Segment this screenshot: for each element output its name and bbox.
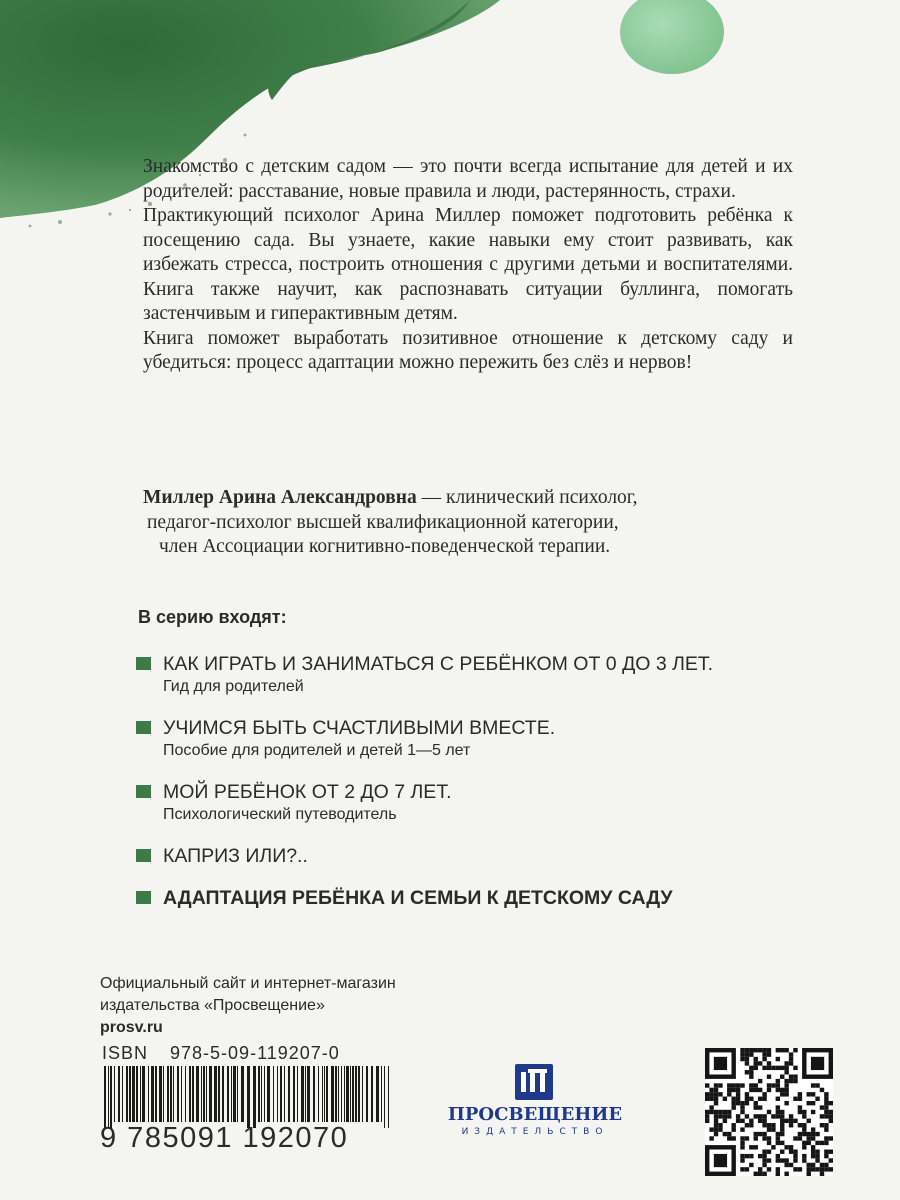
- green-square-bullet-icon: [136, 891, 151, 904]
- series-item-title: АДАПТАЦИЯ РЕБЁНКА И СЕМЬИ К ДЕТСКОМУ САДУ: [163, 887, 673, 909]
- author-line-2: педагог-психолог высшей квалификационной категории,: [147, 511, 619, 533]
- publisher-subtitle: ИЗДАТЕЛЬСТВО: [461, 1127, 609, 1137]
- isbn-label: ISBN: [102, 1043, 149, 1063]
- series-item: [136, 780, 856, 826]
- publisher-logo: [430, 1064, 640, 1144]
- barcode-icon: [102, 1066, 392, 1128]
- series-heading: В серию входят:: [138, 607, 287, 627]
- series-item: [136, 716, 856, 762]
- book-description: [143, 155, 793, 376]
- author-name: Миллер Арина Александровна: [143, 487, 417, 508]
- series-item-subtitle: Гид для родителей: [163, 678, 304, 695]
- green-square-bullet-icon: [136, 721, 151, 734]
- author-bio-text: [143, 486, 793, 560]
- author-line-1: [143, 486, 793, 511]
- author-bio: [143, 486, 793, 560]
- barcode-digits: 9 785091 192070: [100, 1122, 349, 1154]
- series-item-subtitle: Пособие для родителей и детей 1—5 лет: [163, 742, 471, 759]
- series-item-title: УЧИМСЯ БЫТЬ СЧАСТЛИВЫМИ ВМЕСТЕ.: [163, 717, 556, 739]
- site-info-line-2: издательства «Просвещение»: [100, 997, 325, 1014]
- series-item-title: КАК ИГРАТЬ И ЗАНИМАТЬСЯ С РЕБЁНКОМ ОТ 0 ДО 3 ЛЕТ.: [163, 653, 714, 675]
- series-list: [136, 652, 856, 928]
- green-square-bullet-icon: [136, 657, 151, 670]
- site-info-line-1: Официальный сайт и интернет-магазин: [100, 975, 396, 992]
- author-title: — клинический психолог,: [416, 487, 638, 508]
- series-item-subtitle: Психологический путеводитель: [163, 806, 397, 823]
- light-green-circle: [620, 0, 724, 74]
- isbn-number: 978-5-09-119207-0: [170, 1043, 340, 1063]
- series-item-title: КАПРИЗ ИЛИ?..: [163, 845, 308, 867]
- author-line-3: член Ассоциации когнитивно-поведенческой терапии.: [159, 536, 611, 557]
- series-item-current: [136, 886, 856, 910]
- green-square-bullet-icon: [136, 785, 151, 798]
- publisher-logo-icon: [515, 1064, 553, 1100]
- series-item: [136, 652, 856, 698]
- description-paragraph: Знакомство с детским садом — это почти всегда испытание для детей и их родителей: расставание, новые правила и люди, растерянность, страхи.: [143, 156, 793, 202]
- site-url-link[interactable]: prosv.ru: [100, 1019, 163, 1036]
- description-paragraph: Книга поможет выработать позитивное отношение к детскому саду и убедиться: процесс адаптации можно пережить без слёз и нервов!: [143, 327, 793, 373]
- series-item-title: МОЙ РЕБЁНОК ОТ 2 ДО 7 ЛЕТ.: [163, 781, 452, 803]
- description-paragraph: Практикующий психолог Арина Миллер поможет подготовить ребёнка к посещению сада. Вы узнаете, какие навыки ему стоит развивать, как избежать стресса, построить отношения с другими детьми и воспитателями. Книга также научит, как распознавать ситуации буллинга, помогать застенчивым и гиперактивным детям.: [143, 205, 793, 324]
- series-item: [136, 844, 856, 868]
- publisher-site-info: [100, 973, 396, 1039]
- green-square-bullet-icon: [136, 849, 151, 862]
- qr-code-icon[interactable]: [705, 1048, 833, 1176]
- isbn-line: [102, 1043, 340, 1064]
- publisher-name: ПРОСВЕЩЕНИЕ: [447, 1104, 623, 1125]
